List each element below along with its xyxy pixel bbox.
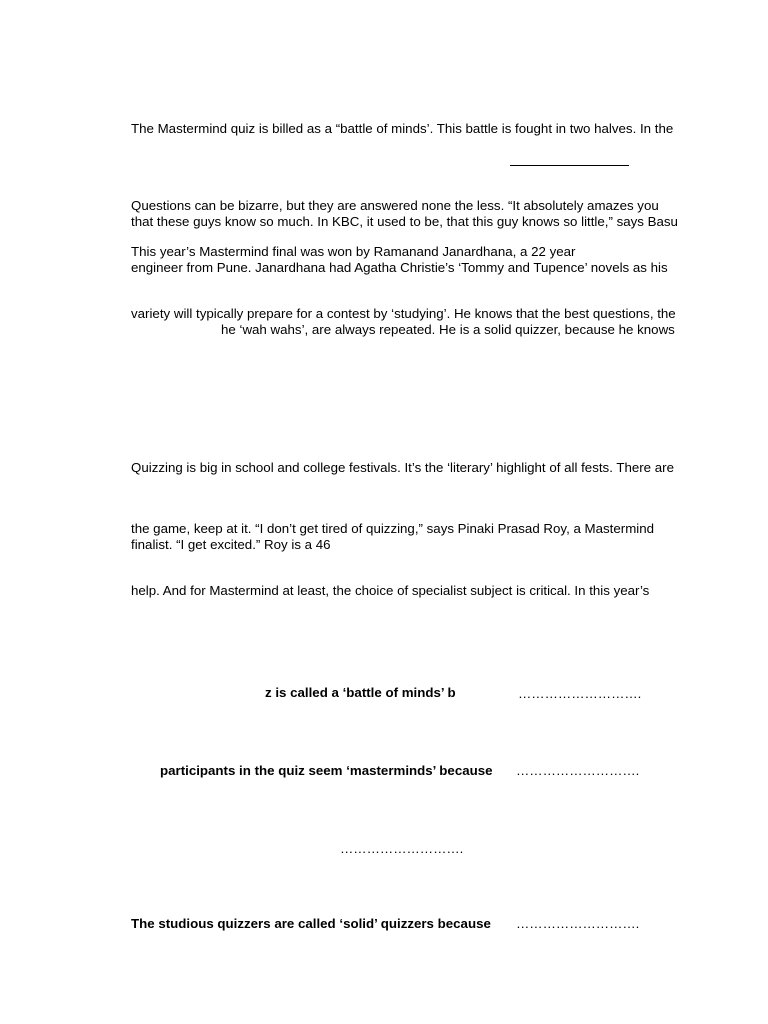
paragraph-6-line-2: finalist. “I get excited.” Roy is a 46 [131,537,331,552]
question-2-text: participants in the quiz seem ‘masterminds’ because [160,763,493,778]
question-4-answer-dots: ………………………. [516,916,640,931]
paragraph-6-line-1: the game, keep at it. “I don’t get tired of quizzing,” says Pinaki Prasad Roy, a Mastermind [131,521,655,536]
paragraph-4-line-1: variety will typically prepare for a contest by ‘studying’. He knows that the best questions, the [131,306,676,321]
paragraph-2-line-2: that these guys know so much. In KBC, it used to be, that this guy knows so little,” says Basu [131,214,678,229]
paragraph-4-line-2: he ‘wah wahs’, are always repeated. He is a solid quizzer, because he knows [221,322,675,337]
paragraph-3-line-1: This year’s Mastermind final was won by Ramanand Janardhana, a 22 year [131,244,576,259]
fill-in-blank-line [510,165,629,166]
question-1-answer-dots: ………………………. [518,686,642,701]
question-2-answer-dots: ………………………. [516,763,640,778]
paragraph-2-line-1: Questions can be bizarre, but they are answered none the less. “It absolutely amazes you [131,198,659,213]
question-1-text: z is called a ‘battle of minds’ b [265,685,456,700]
question-3-answer-dots: ………………………. [340,841,464,856]
paragraph-5: Quizzing is big in school and college festivals. It’s the ‘literary’ highlight of all fests. There are [131,460,674,475]
paragraph-1: The Mastermind quiz is billed as a “battle of minds’. This battle is fought in two halves. In the [131,121,674,136]
paragraph-3-line-2: engineer from Pune. Janardhana had Agatha Christie’s ‘Tommy and Tupence’ novels as his [131,260,668,275]
paragraph-7: help. And for Mastermind at least, the choice of specialist subject is critical. In this year’s [131,583,650,598]
question-4-text: The studious quizzers are called ‘solid’ quizzers because [131,916,491,931]
